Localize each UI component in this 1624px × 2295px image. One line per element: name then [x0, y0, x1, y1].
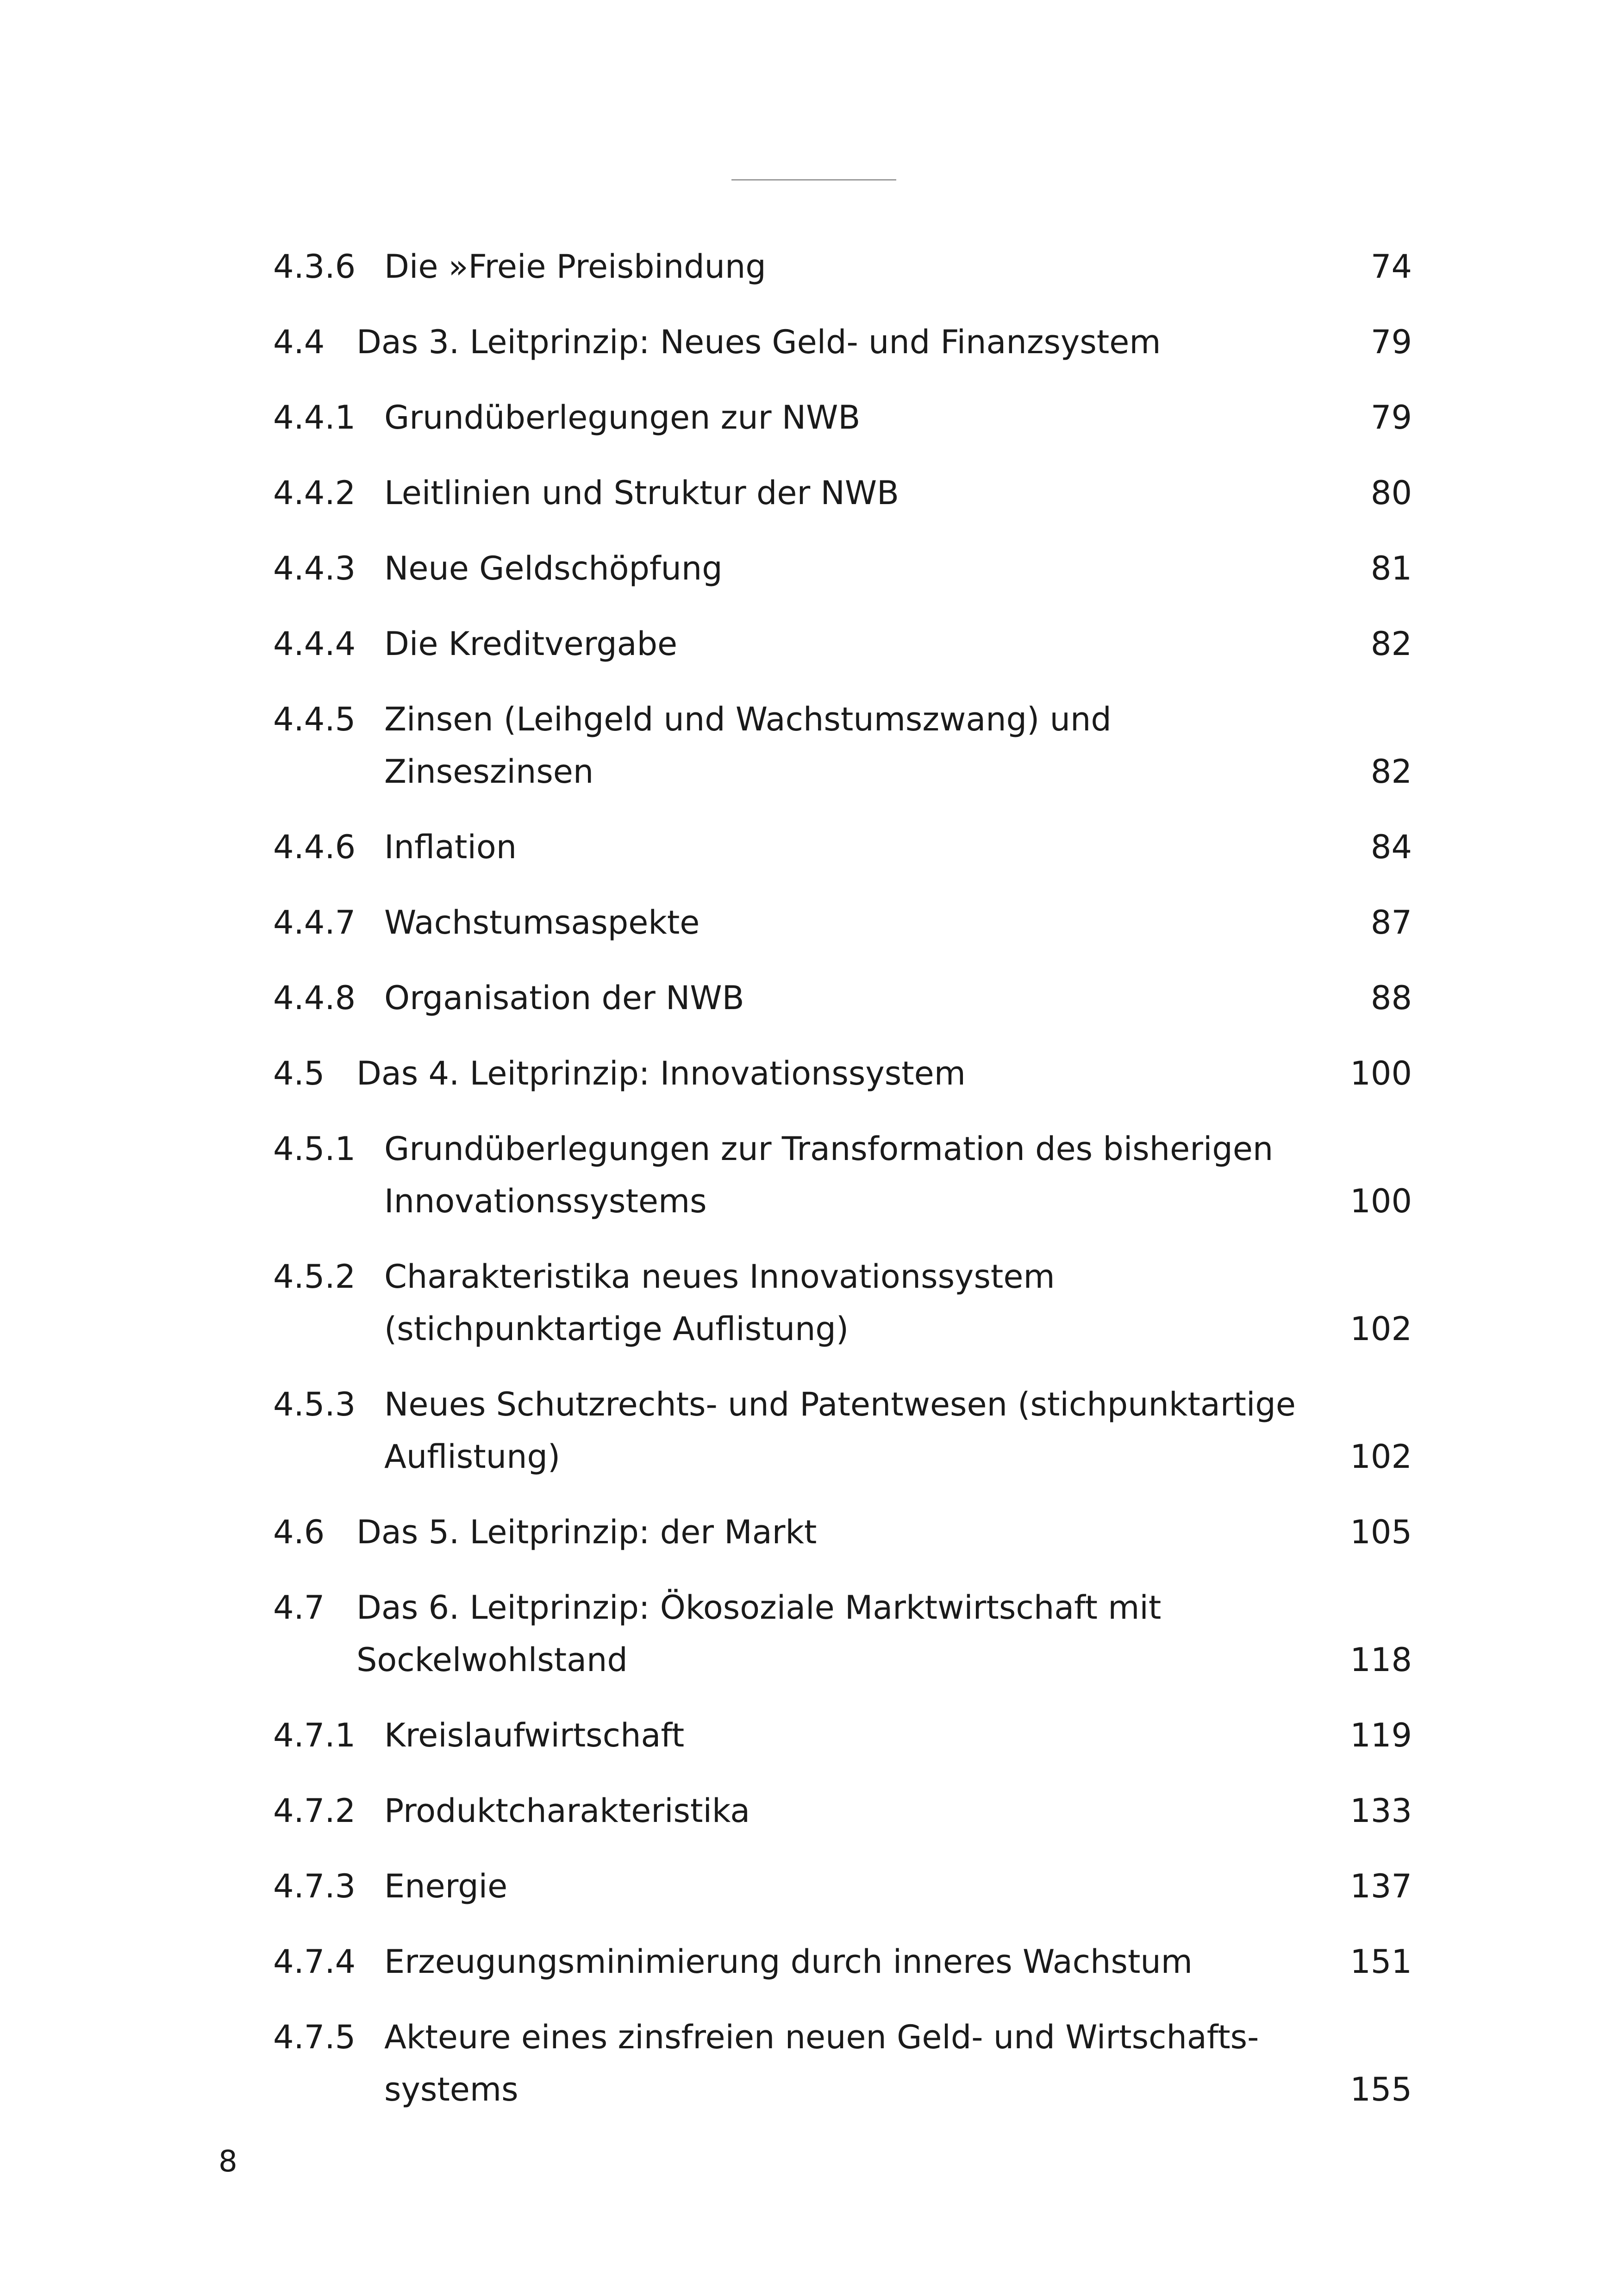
toc-entry-number: 4.7 [273, 1589, 325, 1627]
toc-entry-number: 4.5.3 [273, 1385, 356, 1423]
toc-entry-page: 84 [1370, 828, 1412, 866]
toc-entry-page: 79 [1370, 323, 1412, 361]
toc-entry-page: 119 [1350, 1716, 1412, 1754]
toc-entry[interactable] [273, 821, 1412, 873]
toc-entry-title: Zinsen (Leihgeld und Wachstumszwang) und Zinseszinsen [384, 700, 1112, 791]
toc-entry[interactable] [273, 2011, 1412, 2116]
toc-entry[interactable] [273, 392, 1412, 444]
toc-entry-page: 100 [1350, 1054, 1412, 1092]
toc-entry-title: Kreislaufwirtschaft [384, 1716, 685, 1754]
toc-entry-title: Leitlinien und Struktur der NWB [384, 474, 899, 512]
toc-entry-title: Grundüberlegungen zur NWB [384, 399, 861, 437]
toc-entry-number: 4.4 [273, 323, 325, 361]
toc-entry-number: 4.5 [273, 1054, 325, 1092]
toc-entry[interactable] [273, 897, 1412, 949]
toc-entry-page: 151 [1350, 1943, 1412, 1981]
toc-entry-page: 137 [1350, 1867, 1412, 1905]
toc-entry-number: 4.7.5 [273, 2018, 356, 2056]
toc-entry[interactable] [273, 693, 1412, 798]
toc-entry-title: Neues Schutzrechts- und Patentwesen (stichpunktartige Auflistung) [384, 1385, 1296, 1476]
toc-entry-number: 4.4.1 [273, 399, 356, 437]
toc-entry-number: 4.4.5 [273, 700, 356, 738]
toc-entry[interactable] [273, 1506, 1412, 1559]
toc-entry-title: Organisation der NWB [384, 979, 744, 1017]
toc-entry-number: 4.4.4 [273, 625, 356, 663]
toc-entry[interactable] [273, 1123, 1412, 1228]
toc-entry-title: Inflation [384, 828, 517, 866]
toc-entry-page: 74 [1370, 248, 1412, 286]
toc-entry-number: 4.5.1 [273, 1130, 356, 1168]
toc-entry-page: 100 [1350, 1182, 1412, 1220]
toc-entry-page: 102 [1350, 1310, 1412, 1348]
toc-entry-number: 4.4.6 [273, 828, 356, 866]
toc-entry-title: Energie [384, 1867, 508, 1905]
toc-entry-title: Erzeugungsminimierung durch inneres Wachstum [384, 1943, 1193, 1981]
toc-entry-title: Die »Freie Preisbindung [384, 248, 766, 286]
toc-entry[interactable] [273, 1860, 1412, 1913]
toc-entry-page: 105 [1350, 1513, 1412, 1551]
toc-entry[interactable] [273, 543, 1412, 595]
toc-entry-title: Das 5. Leitprinzip: der Markt [356, 1513, 817, 1551]
toc-entry-title: Produktcharakteristika [384, 1792, 750, 1830]
toc-entry-page: 155 [1350, 2070, 1412, 2108]
toc-entry-page: 87 [1370, 904, 1412, 942]
toc-entry-page: 80 [1370, 474, 1412, 512]
toc-entry-page: 133 [1350, 1792, 1412, 1830]
toc-entry[interactable] [273, 1936, 1412, 1988]
table-of-contents [273, 241, 1412, 2139]
toc-entry-number: 4.7.4 [273, 1943, 356, 1981]
toc-entry[interactable] [273, 467, 1412, 519]
page-number: 8 [219, 2145, 237, 2179]
toc-entry[interactable] [273, 972, 1412, 1024]
toc-entry-title: Neue Geldschöpfung [384, 549, 723, 587]
toc-entry-page: 102 [1350, 1438, 1412, 1476]
toc-entry-title: Charakteristika neues Innovationssystem (stichpunktartige Auflistung) [384, 1258, 1055, 1348]
toc-entry-page: 118 [1350, 1641, 1412, 1679]
toc-entry-title: Wachstumsaspekte [384, 904, 700, 942]
toc-entry[interactable] [273, 1785, 1412, 1837]
toc-entry[interactable] [273, 618, 1412, 670]
toc-entry-number: 4.4.7 [273, 904, 356, 942]
toc-entry-number: 4.3.6 [273, 248, 356, 286]
toc-entry[interactable] [273, 1582, 1412, 1686]
toc-entry[interactable] [273, 1709, 1412, 1762]
toc-entry-number: 4.4.8 [273, 979, 356, 1017]
toc-entry[interactable] [273, 1378, 1412, 1483]
toc-entry-number: 4.4.2 [273, 474, 356, 512]
toc-entry-number: 4.7.2 [273, 1792, 356, 1830]
toc-entry-page: 82 [1370, 625, 1412, 663]
toc-entry-title: Die Kreditvergabe [384, 625, 678, 663]
toc-entry-page: 82 [1370, 753, 1412, 791]
toc-entry-page: 88 [1370, 979, 1412, 1017]
toc-entry-title: Das 3. Leitprinzip: Neues Geld- und Finanzsystem [356, 323, 1161, 361]
toc-entry-number: 4.4.3 [273, 549, 356, 587]
toc-entry-title: Akteure eines zinsfreien neuen Geld- und Wirtschafts-systems [384, 2018, 1259, 2108]
toc-entry-number: 4.6 [273, 1513, 325, 1551]
header-rule [731, 179, 896, 181]
toc-entry-title: Das 6. Leitprinzip: Ökosoziale Marktwirtschaft mit Sockelwohlstand [356, 1589, 1162, 1679]
toc-entry-number: 4.7.3 [273, 1867, 356, 1905]
toc-entry[interactable] [273, 1251, 1412, 1355]
toc-entry-page: 79 [1370, 399, 1412, 437]
toc-entry-number: 4.7.1 [273, 1716, 356, 1754]
toc-entry-number: 4.5.2 [273, 1258, 356, 1296]
toc-entry[interactable] [273, 1048, 1412, 1100]
toc-entry[interactable] [273, 241, 1412, 293]
toc-entry-page: 81 [1370, 549, 1412, 587]
toc-entry-title: Das 4. Leitprinzip: Innovationssystem [356, 1054, 966, 1092]
toc-entry-title: Grundüberlegungen zur Transformation des bisherigen Innovationssystems [384, 1130, 1274, 1220]
toc-entry[interactable] [273, 316, 1412, 368]
